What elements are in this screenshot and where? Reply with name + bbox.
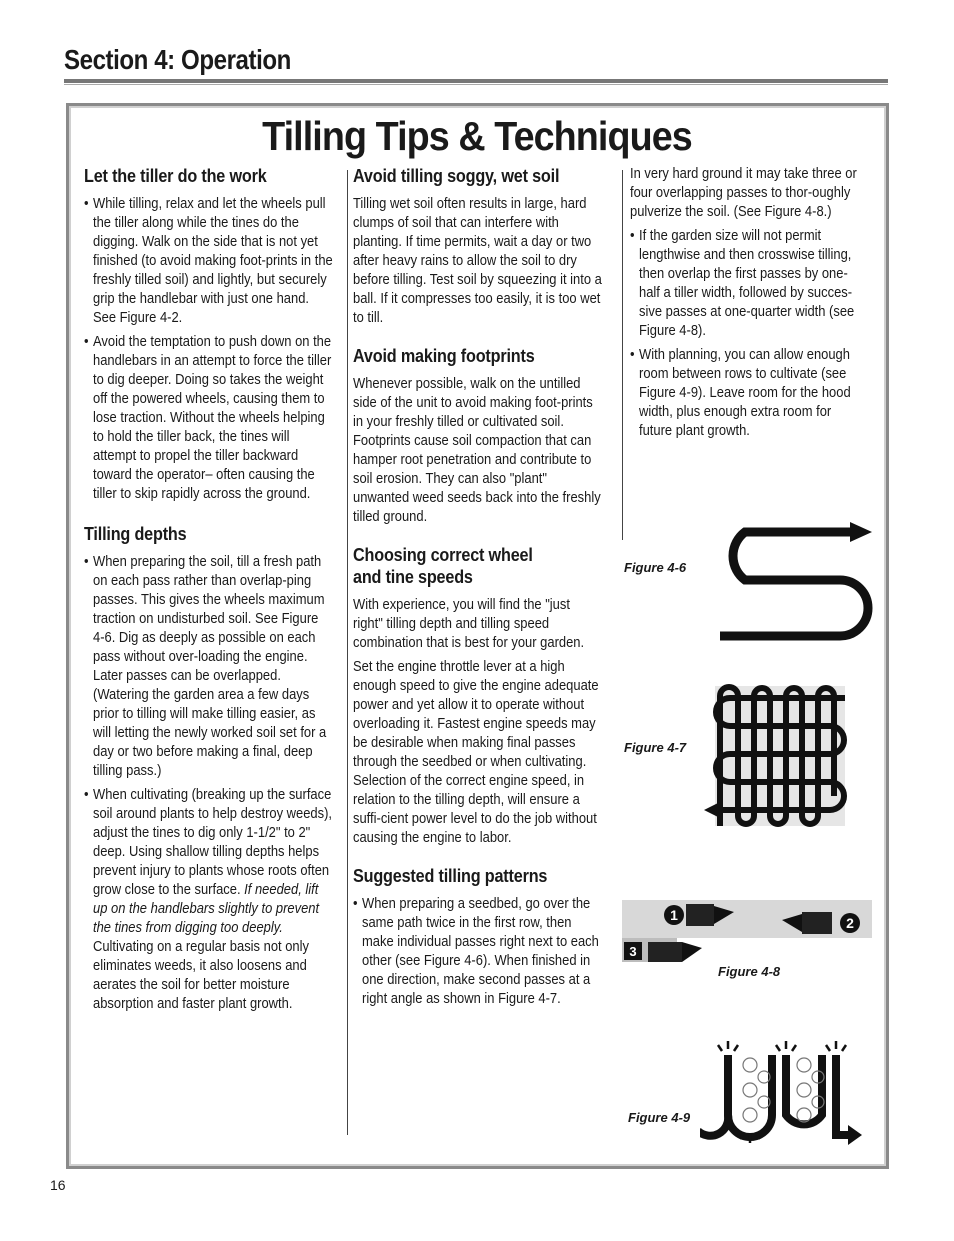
paragraph-experience: With experience, you will find the "just right" tilling depth and tilling speed combination that is best for your garden. [353, 597, 585, 651]
paragraph-hard-ground: In very hard ground it may take three or four overlapping passes to thor-oughly pulverize the soil. (See Figure 4-8.) [630, 166, 857, 220]
figure-4-8-label: Figure 4-8 [718, 964, 781, 979]
bullet-cultivating [84, 786, 333, 1014]
figure-4-7-label: Figure 4-7 [624, 740, 687, 755]
bullet-preparing-soil: • When preparing the soil, till a fresh path on each pass rather than overlap-ping passes. This gives the wheels maximum traction on undisturbed soil. See Figure 4-6. Dig as deeply as possible on each pass without over-loading the engine. Later passes can be overlapped. (Watering the garden area a few days prior to tilling will make tilling easier, as will letting the newly worked soil set for a day or two before making a final, deep tilling pass.) [84, 553, 333, 781]
cultivating-text-italic: If needed, lift up on the handlebars slightly to prevent the tines from digging too deeply. [93, 882, 320, 936]
heading-wheel-tine-speeds: Choosing correct wheel and tine speeds [353, 545, 533, 587]
column-divider-2 [622, 170, 623, 540]
cultivating-text-a: When cultivating (breaking up the surface soil around plants to help destroy weeds), adjust the tines to dig only 1-1/2" to 2" deep. Using shallow tilling depths helps prevent injury to plants whose roots often grow close to the surface. [93, 787, 333, 898]
paragraph-footprints: Whenever possible, walk on the untilled side of the unit to avoid making foot-prints in your freshly tilled or cultivated soil. Footprints cause soil compaction that can hamper root penetration and contribute to soil erosion. They can also "plant" unwanted weed seeds back into the freshly tilled ground. [353, 376, 601, 525]
figure-4-6-label: Figure 4-6 [624, 560, 687, 575]
heading-tilling-depths: Tilling depths [84, 524, 187, 544]
figure-4-7-diagram [700, 676, 860, 836]
paragraph-throttle: Set the engine throttle lever at a high enough speed to give the engine adequate power and yet allow it to operate without overloading it. Fastest engine speeds may be desirable when making final passes through the seedbed or when cultivating. Selection of the correct engine speed, in relation to the tilling depth, will ensure a suffi-cient power level to do the job without causing the engine to labor. [353, 659, 599, 846]
heading-footprints: Avoid making footprints [353, 346, 535, 366]
pass-number-1: 1 [670, 907, 678, 923]
figure-4-6-diagram [700, 518, 875, 648]
bullet-seedbed: • When preparing a seedbed, go over the same path twice in the first row, then make individual passes right next to each other (see Figure 4-6). When finished in one direction, make second passes at a right angle as shown in Figure 4-7. [353, 895, 603, 1009]
page-number: 16 [50, 1177, 66, 1193]
page-title: Tilling Tips & Techniques [262, 113, 692, 159]
figure-4-8-diagram [622, 898, 874, 968]
bullet-relax: • While tilling, relax and let the wheels pull the tiller along while the tines do the digging. Walk on the side that is not yet finished (to avoid making foot-prints in the freshly tilled soil) and lightly, but securely grip the handlebar with just one hand. See Figure 4-2. [84, 195, 333, 328]
column-left [84, 165, 333, 1019]
pass-number-2: 2 [846, 915, 854, 931]
header-rule [64, 79, 888, 83]
bullet-garden-size: • If the garden size will not permit lengthwise and then crosswise tilling, then overlap the first passes by one-half a tiller width, followed by succes-sive passes at one-quarter width (see Figure 4-8). [630, 227, 866, 341]
column-divider-1 [347, 170, 348, 1135]
figure-4-9-diagram [700, 1035, 865, 1155]
heading-tilling-patterns: Suggested tilling patterns [353, 866, 548, 886]
column-right [630, 165, 866, 446]
heading-wet-soil: Avoid tilling soggy, wet soil [353, 166, 560, 186]
header-rule-thin [64, 84, 888, 85]
column-middle [353, 165, 603, 1014]
pass-number-3: 3 [629, 944, 637, 959]
heading-let-tiller-work: Let the tiller do the work [84, 166, 267, 186]
bullet-avoid-push: • Avoid the temptation to push down on the handlebars in an attempt to force the tiller to dig deeper. Doing so takes the weight off the powered wheels, causing them to lose traction. Without the wheels helping to hold the tiller back, the tines will attempt to propel the tiller backward toward the operator– often causing the tiller to skip rapidly across the ground. [84, 333, 333, 504]
section-header: Section 4: Operation [64, 44, 291, 75]
bullet-planning: • With planning, you can allow enough room between rows to cultivate (see Figure 4-9). Leave room for the hood width, plus enough extra room for future plant growth. [630, 346, 866, 441]
figure-4-9-label: Figure 4-9 [628, 1110, 691, 1125]
cultivating-text-b: Cultivating on a regular basis not only eliminates weeds, it also loosens and aerates the soil for better moisture absorption and faster plant growth. [93, 939, 309, 1012]
paragraph-wet-soil: Tilling wet soil often results in large, hard clumps of soil that can interfere with planting. If time permits, wait a day or two after heavy rains to allow the soil to dry before tilling. Test soil by squeezing it into a ball. If it compresses too easily, it is too wet to till. [353, 196, 602, 326]
